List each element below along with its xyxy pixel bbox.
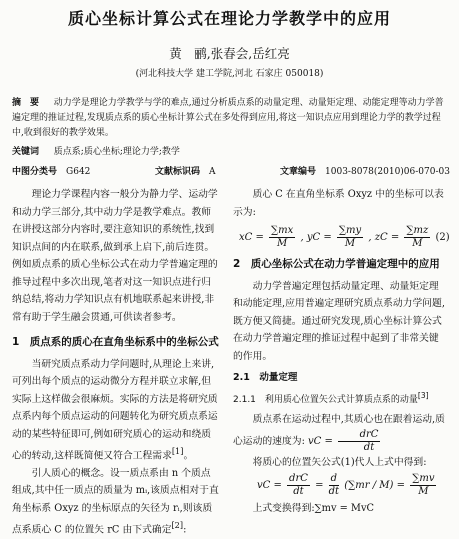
clc-number: 中图分类号 G642 bbox=[12, 167, 91, 177]
equation-2: xC = $\frac{\sum mx}{M}$ , yC = $\frac{\sum my}{M}$ , zC = $\frac{\sum mz}{M}$ (2) bbox=[239, 225, 450, 249]
section-1-heading: 1 质点系的质心在直角坐标系中的坐标公式 bbox=[12, 336, 219, 348]
coords-intro: 质心 C 在直角坐标系 Oxyz 中的坐标可以表示为: bbox=[233, 189, 444, 218]
section-1-paragraph-1: 当研究质点系动力学问题时,从理论上来讲,可列出每个质点的运动微分方程并联立求解,但实际上这样做会很麻烦。实际的方法是将研究质点系内每个质点运动的问题转化为研究质点系运动的某些特征即可,例如研究质心的运动和绕质心的转动,这样既简便又符合工程需求[1]。 bbox=[12, 358, 218, 462]
substitute-intro: 将质心的位置矢公式(1)代人上式中得到: bbox=[252, 456, 427, 468]
affiliation: (河北科技大学 建工学院,河北 石家庄 050018) bbox=[135, 69, 324, 79]
abstract-label: 摘 要 bbox=[12, 98, 40, 108]
transform-line: 上式变换得到:∑mv = MvC bbox=[252, 503, 374, 514]
right-column bbox=[233, 186, 450, 518]
abstract-text: 动力学是理论力学教学与学的难点,通过分析质点系的动量定理、动量矩定理、动能定理等动力学普遍定理的推证过程,发现质点系的质心坐标计算公式在多处得到应用,将这一知识点应用到理论力学的教学过程中,收到很好的教学效果。 bbox=[12, 98, 444, 138]
doc-code: 文献标识码 A bbox=[155, 167, 216, 177]
abstract bbox=[12, 96, 448, 141]
section-2-1-1-heading: 2.1.1 利用质心位置矢公式计算质点系的动量[3] bbox=[233, 390, 429, 405]
article-number: 文章编号 1003-8078(2010)06-070-03 bbox=[280, 167, 450, 177]
section-2-heading: 2 质心坐标公式在动力学普遍定理中的应用 bbox=[233, 258, 440, 270]
velocity-equation: vC = $\frac{\text{drC}}{dt}$ = $\frac{d}{dt}$ (∑mr / M) = $\frac{\sum mv}{M}$ bbox=[257, 473, 435, 497]
left-column bbox=[12, 186, 220, 539]
section-2-1-heading: 2.1 动量定理 bbox=[233, 372, 298, 383]
keywords-text: 质点系;质心坐标;理论力学;教学 bbox=[53, 147, 180, 157]
authors: 黄 鹂,张春会,岳红亮 bbox=[169, 46, 290, 61]
velocity-intro: 质点系在运动过程中,其质心也在跟着运动,质心运动的速度为: vC = $\frac{\text{drC}}{dt}$ bbox=[233, 414, 445, 453]
paper-title: 质心坐标计算公式在理论力学教学中的应用 bbox=[67, 9, 391, 28]
intro-paragraph: 理论力学课程内容一般分为静力学、运动学和动力学三部分,其中动力学是教学难点。教师在讲授这部分内容时,要注意知识的系统性,找到知识点间的内在联系,做到承上启下,前后连贯。例如质点系的质心坐标公式在动力学普遍定理的推导过程中多次出现,笔者对这一知识点进行归纳总结,将动力学知识点有机地联系起来讲授,非常有助于学生融会贯通,可供读者参考。 bbox=[12, 189, 218, 323]
keywords bbox=[12, 144, 180, 157]
section-2-paragraph: 动力学普遍定理包括动量定理、动量矩定理和动能定理,应用普遍定理研究质点系动力学问题,既方便又简捷。通过研究发现,质心坐标计算公式在动力学普遍定理的推证过程中起到了非常关键的作用。 bbox=[233, 280, 445, 362]
section-1-paragraph-2: 引人质心的概念。设一质点系由 n 个质点组成,其中任一质点的质量为 mᵢ,该质点相对于直角坐标系 Oxyz 的坐标原点的矢径为 rᵢ,则该质点系质心 C 的位置矢 rC 由下式确定[2]: bbox=[12, 467, 219, 536]
keywords-label: 关键词 bbox=[12, 147, 40, 157]
